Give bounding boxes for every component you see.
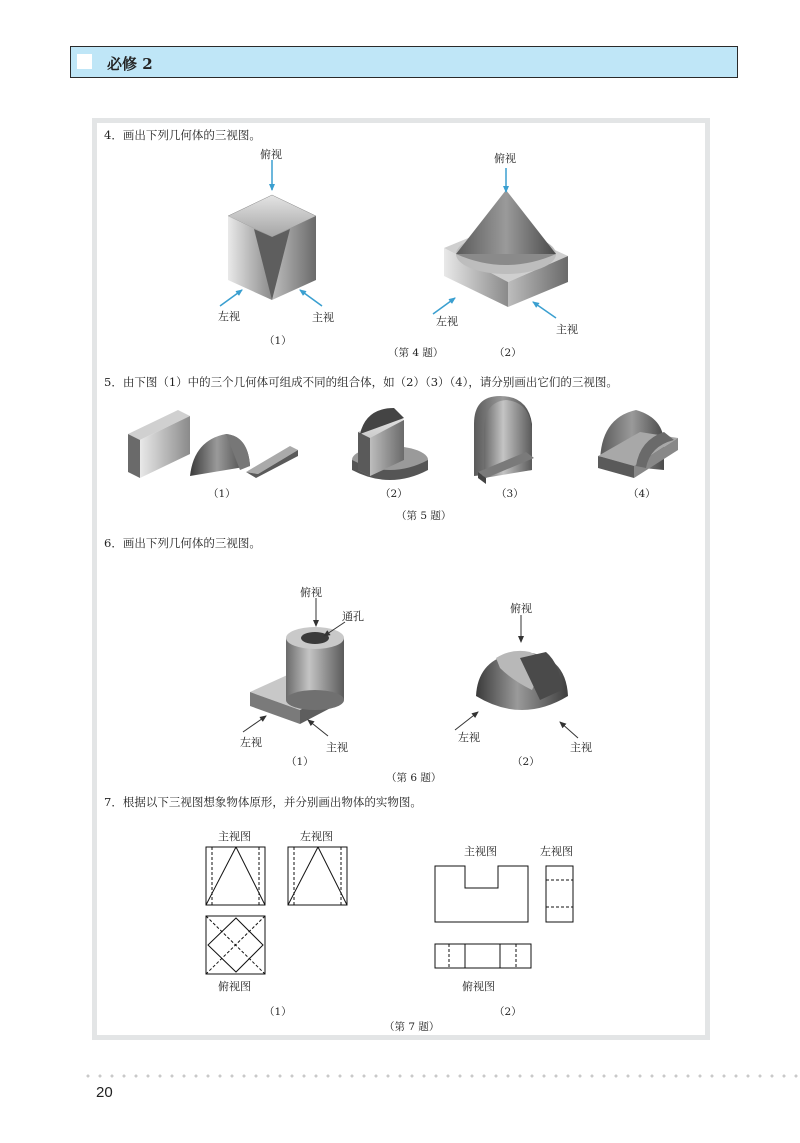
q6-fig2-front-label: 主视 (570, 741, 592, 754)
q4-fig1-left-label: 左视 (218, 310, 240, 323)
q6-fig1-top-label: 俯视 (300, 586, 322, 599)
q4-text: 4．画出下列几何体的三视图。 (104, 128, 261, 142)
q4-fig1-index: （1） (264, 335, 292, 347)
page-number: 20 (96, 1084, 113, 1101)
q7-views-2-figure (435, 866, 573, 968)
q7-fig1-left-label: 左视图 (300, 830, 333, 843)
q6-fig1-front-label: 主视 (326, 741, 348, 754)
q6-fig1-left-label: 左视 (240, 736, 262, 749)
q5-label-4: （4） (628, 488, 656, 500)
q4-caption: （第 4 题） (388, 347, 444, 359)
q6-text: 6．画出下列几何体的三视图。 (104, 536, 261, 550)
q7-fig1-index: （1） (264, 1006, 292, 1018)
q7-fig1-front-label: 主视图 (218, 830, 251, 843)
q7-views-1-figure (206, 847, 347, 974)
q6-caption: （第 6 题） (386, 772, 442, 784)
q4-fig2-left-label: 左视 (436, 315, 458, 328)
q7-fig1-top-label: 俯视图 (218, 980, 251, 993)
q6-fig2-left-label: 左视 (458, 731, 480, 744)
q4-fig2-index: （2） (494, 347, 522, 359)
q5-text: 5．由下图（1）中的三个几何体可组成不同的组合体，如（2）（3）（4），请分别画出它们的三视图。 (104, 375, 618, 389)
q7-text: 7．根据以下三视图想象物体原形，并分别画出物体的实物图。 (104, 795, 422, 809)
q5-caption: （第 5 题） (396, 510, 452, 522)
q7-caption: （第 7 题） (384, 1021, 440, 1033)
q7-fig2-front-label: 主视图 (464, 845, 497, 858)
q6-cylinder-base-figure (243, 598, 345, 736)
q5-combo-3-figure (474, 396, 534, 484)
q5-label-1: （1） (208, 488, 236, 500)
q6-fig2-index: （2） (512, 756, 540, 768)
q7-fig2-top-label: 俯视图 (462, 980, 495, 993)
q6-fig1-index: （1） (286, 756, 314, 768)
q5-combo-2-figure (352, 408, 428, 480)
q5-label-3: （3） (496, 488, 524, 500)
q7-fig2-index: （2） (494, 1006, 522, 1018)
q5-combo-4-figure (598, 410, 678, 478)
q5-pieces-figure (128, 410, 298, 478)
q4-cube-figure (220, 160, 322, 306)
q5-label-2: （2） (380, 488, 408, 500)
q4-fig1-top-label: 俯视 (260, 148, 282, 161)
q6-dome-figure (455, 615, 578, 738)
q4-cone-block-figure (433, 168, 568, 318)
section-title: 必修 2 (107, 55, 153, 73)
q4-fig1-front-label: 主视 (312, 311, 334, 324)
q6-fig2-top-label: 俯视 (510, 602, 532, 615)
q6-fig1-hole-label: 通孔 (342, 610, 364, 623)
dotted-separator (82, 1074, 800, 1078)
q4-fig2-top-label: 俯视 (494, 152, 516, 165)
q7-fig2-left-label: 左视图 (540, 845, 573, 858)
q4-fig2-front-label: 主视 (556, 323, 578, 336)
